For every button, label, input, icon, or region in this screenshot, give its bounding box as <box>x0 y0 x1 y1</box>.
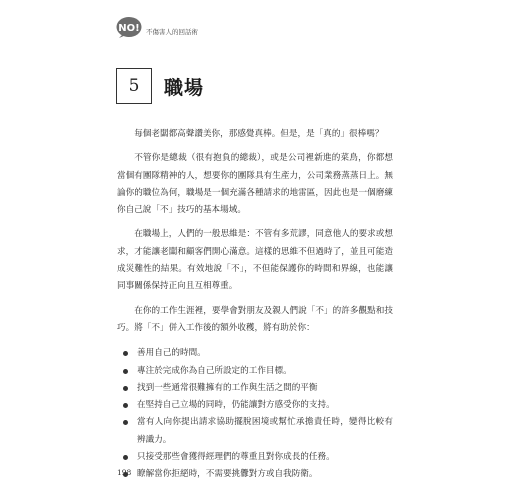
bullet-icon <box>123 455 128 460</box>
list-item <box>117 363 393 380</box>
book-title: 不傷害人的回話術 <box>146 28 198 36</box>
paragraph: 在你的工作生涯裡，要學會對朋友及親人們說「不」的許多觀點和技巧。將「不」併入工作後的額外收穫，將有助於你： <box>117 305 393 333</box>
list-item <box>117 345 393 362</box>
list-item <box>117 414 393 449</box>
paragraph: 在職場上，人們的一般思維是：不管有多荒謬，同意他人的要求或想求，才能讓老闆和顧客們開心滿意。這樣的思維不但過時了，並且可能造成災難性的結果。有效地說「不」，不但能保護你的時間和界線，也能讓同事關係保持正向且互相尊重。 <box>117 229 393 292</box>
list-item <box>117 466 393 483</box>
list-item-text: 在堅持自己立場的同時，仍能讓對方感受你的支持。 <box>137 400 335 411</box>
list-item <box>117 397 393 414</box>
chapter-heading <box>116 68 204 104</box>
list-item <box>117 380 393 397</box>
page-number: 198 <box>117 468 132 477</box>
no-logo-icon <box>116 16 144 38</box>
list-item-text: 找到一些通常很難擁有的工作與生活之間的平衡 <box>137 382 318 393</box>
paragraph: 每個老闆都高聲讚美你，那感覺真棒。但是，是「真的」很棒嗎？ <box>134 129 384 139</box>
body-text <box>117 126 393 484</box>
bullet-icon <box>123 386 128 391</box>
bullet-icon <box>123 420 128 425</box>
chapter-title: 職場 <box>164 76 205 99</box>
bullet-icon <box>123 403 128 408</box>
list-item-text: 善用自己的時間。 <box>137 348 206 359</box>
bullet-icon <box>123 351 128 356</box>
list-item <box>117 449 393 466</box>
list-item-text: 專注於完成你為自己所設定的工作目標。 <box>137 365 292 376</box>
bullet-icon <box>123 369 128 374</box>
paragraph: 不管你是總裁（很有抱負的總裁），或是公司裡新進的菜鳥，你都想當個有團隊精神的人，想要你的團隊具有生產力，公司業務蒸蒸日上。無論你的職位為何，職場是一個充滿各種請求的地雷區，因此也是一個磨練你自己說「不」技巧的基本場域。 <box>117 153 393 216</box>
list-item-text: 當有人向你提出請求協助擺脫困境或幫忙承擔責任時，變得比較有辨識力。 <box>137 417 393 445</box>
list-item-text: 只接受那些會獲得經理們的尊重且對你成長的任務。 <box>137 452 335 463</box>
benefits-list <box>117 345 393 483</box>
logo-text: NO! <box>118 23 140 34</box>
list-item-text: 瞭解當你拒絕時，不需要挑釁對方或自我防衛。 <box>137 469 318 480</box>
chapter-number: 5 <box>116 68 152 104</box>
